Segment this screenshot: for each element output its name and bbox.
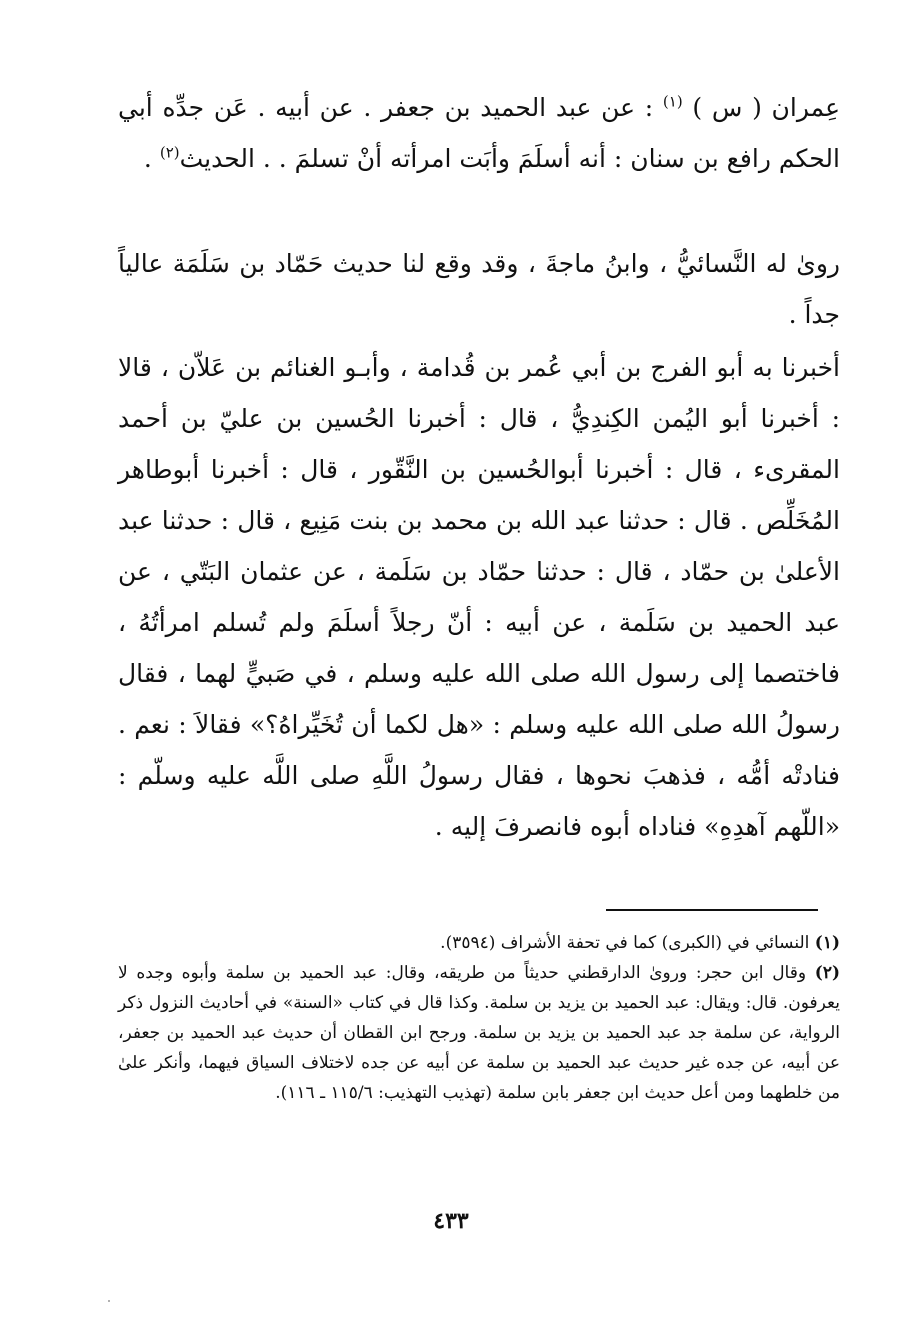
footnote-1 xyxy=(118,928,840,958)
footnote-2 xyxy=(118,958,840,1108)
paragraph-3 xyxy=(118,342,840,852)
paragraph-2-text: روىٰ له النَّسائيُّ ، وابنُ ماجةَ ، وقد وقع لنا حديث حَمّاد بن سَلَمَة عالياً جداً . xyxy=(118,249,840,329)
scan-speck xyxy=(108,1300,110,1302)
paragraph-1 xyxy=(118,82,840,184)
footnote-1-text: النسائي في (الكبرى) كما في تحفة الأشراف (٣٥٩٤). xyxy=(440,933,810,953)
paragraph-3-text: أخبرنا به أبو الفرج بن أبي عُمر بن قُدامة ، وأبـو الغنائم بن عَلاّن ، قالا : أخبرنا أبو اليُمن الكِندِيُّ ، قال : أخبرنا الحُسين بن عليّ بن أحمد المقرىء ، قال : أخبرنا أبوالحُسين بن النَّقّور ، قال : أخبرنا أبوطاهر المُخَلِّص . قال : حدثنا عبد الله بن محمد بن بنت مَنِيع ، قال : حدثنا عبد الأعلىٰ بن حمّاد ، قال : حدثنا حمّاد بن سَلَمة ، عن عثمان البَتّي ، عن عبد الحميد بن سَلَمة ، عن أبيه : أنّ رجلاً أسلَمَ ولم تُسلم امرأتُهُ ، فاختصما إلى رسول الله صلى الله عليه وسلم ، في صَبيٍّ لهما ، فقال رسولُ الله صلى الله عليه وسلم : «هل لكما أن تُخَيِّراهُ؟» فقالاَ : نعم . فنادتْه أمُّه ، فذهبَ نحوها ، فقال رسولُ اللَّهِ صلى اللَّه عليه وسلّم : «اللّهم آهدِهِ» فناداه أبوه فانصرفَ إليه . xyxy=(118,353,840,841)
footnote-2-text: وقال ابن حجر: وروىٰ الدارقطني حديثاً من طريقه، وقال: عبد الحميد بن سلمة وأبوه وجده لا يعرفون. قال: ويقال: عبد الحميد بن يزيد بن سلمة. وكذا قال في كتاب «السنة» في أحاديث النزول ذكر الرواية، عن سلمة جد عبد الحميد بن يزيد بن سلمة. ورجح ابن القطان أن حديث عبد الحميد بن جعفر، عن أبيه، عن جده غير حديث عبد الحميد بن سلمة عن أبيه عن جده لاختلاف السياق فيهما، وأنكر علىٰ من خلطهما ومن أعل حديث ابن جعفر بابن سلمة (تهذيب التهذيب: ١١٥/٦ ـ ١١٦). xyxy=(118,963,840,1103)
page-number: ٤٣٣ xyxy=(433,1208,469,1234)
paragraph-1-text-end: . xyxy=(143,144,152,173)
paragraph-1-text-start: عِمران ( س ) xyxy=(692,93,840,122)
footnotes xyxy=(118,928,840,1108)
footnote-1-number: (١) xyxy=(814,933,840,953)
paragraph-2 xyxy=(118,238,840,340)
footnote-ref-2: (٢) xyxy=(159,143,180,162)
paragraph-1-text-main: : عن عبد الحميد بن جعفر . عن أبيه . عَن جدِّه أبي الحكم رافع بن سنان : أنه أسلَمَ وأبَت امرأته أنْ تسلمَ . . الحديث xyxy=(118,93,840,173)
footnote-separator xyxy=(606,909,818,911)
footnote-2-number: (٢) xyxy=(814,963,840,983)
footnote-ref-1: (١) xyxy=(662,92,683,111)
